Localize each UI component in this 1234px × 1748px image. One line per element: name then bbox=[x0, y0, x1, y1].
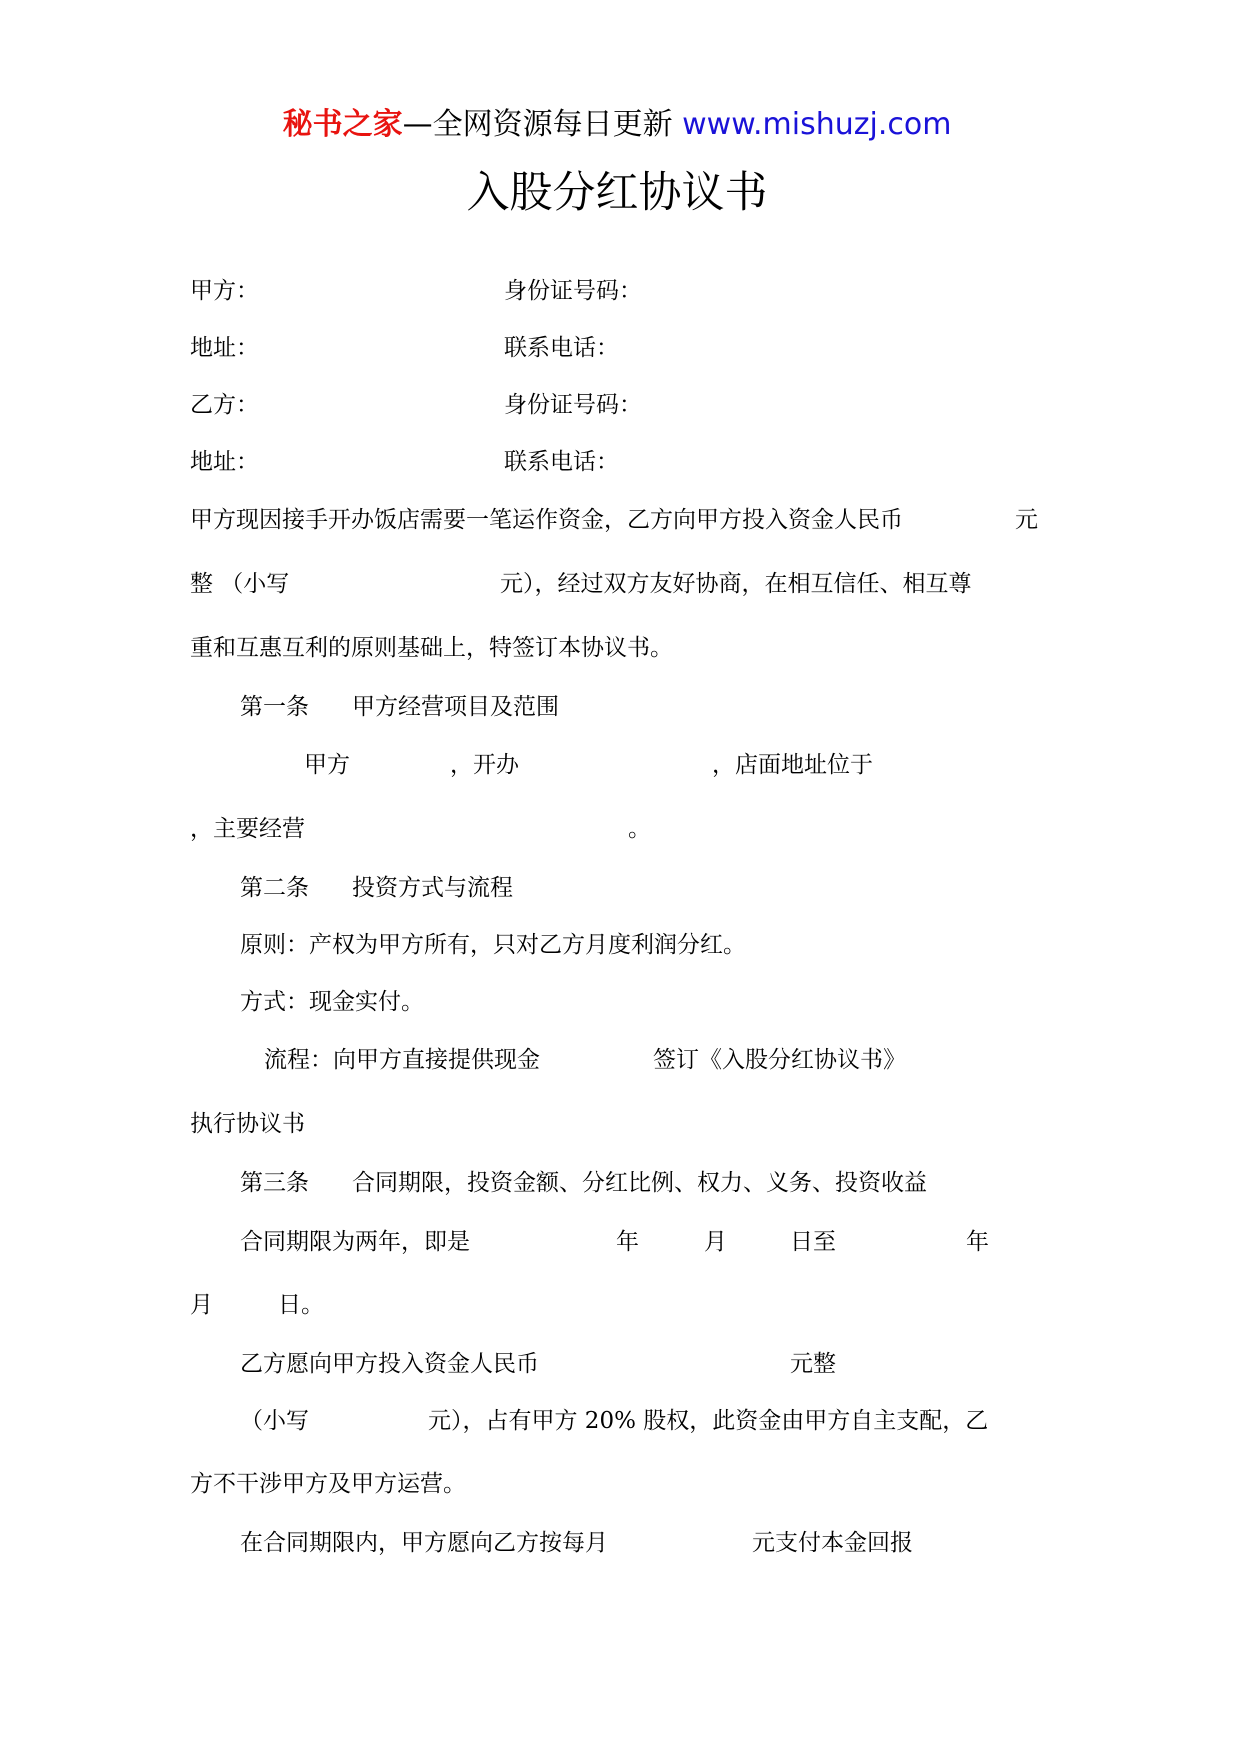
article-2-method: 方式：现金实付。 bbox=[240, 989, 424, 1015]
party-a-label: 甲方： bbox=[190, 278, 259, 304]
article-2-flow: 流程：向甲方直接提供现金 bbox=[264, 1047, 540, 1073]
party-b-label: 乙方： bbox=[190, 392, 259, 418]
article-3-payment: 在合同期限内，甲方愿向乙方按每月 bbox=[240, 1530, 608, 1556]
intro-line-1: 甲方现因接手开办饭店需要一笔运作资金，乙方向甲方投入资金人民币 bbox=[190, 507, 903, 533]
article-2-number: 第二条 bbox=[240, 875, 309, 901]
article-3-lowercase: （小写 bbox=[240, 1408, 309, 1434]
brand-name: 秘书之家 bbox=[282, 107, 403, 142]
article-2-title: 投资方式与流程 bbox=[352, 875, 513, 901]
article-3-term-month-2: 月 bbox=[190, 1292, 213, 1318]
party-a-phone-label: 联系电话： bbox=[504, 335, 619, 361]
header-banner bbox=[0, 105, 1234, 145]
article-3-equity: 元），占有甲方 20% 股权，此资金由甲方自主支配，乙 bbox=[428, 1408, 989, 1434]
article-1-title: 甲方经营项目及范围 bbox=[352, 694, 559, 720]
article-3-investment-unit: 元整 bbox=[790, 1351, 836, 1377]
article-3-term: 合同期限为两年，即是 bbox=[240, 1229, 470, 1255]
party-b-address-label: 地址： bbox=[190, 449, 259, 475]
intro-line-1-unit: 元 bbox=[1015, 507, 1038, 533]
article-3-term-year-2: 年 bbox=[966, 1229, 989, 1255]
party-a-id-label: 身份证号码： bbox=[504, 278, 642, 304]
article-3-number: 第三条 bbox=[240, 1170, 309, 1196]
article-1-business: ，主要经营 bbox=[190, 816, 305, 842]
document-title: 入股分红协议书 bbox=[466, 168, 768, 218]
intro-line-2-end: 元），经过双方友好协商，在相互信任、相互尊 bbox=[500, 571, 972, 597]
article-1-number: 第一条 bbox=[240, 694, 309, 720]
slogan: —全网资源每日更新 bbox=[402, 107, 673, 142]
article-2-flow-execute: 执行协议书 bbox=[190, 1111, 305, 1137]
intro-line-2-start: 整 （小写 bbox=[190, 571, 290, 597]
article-1-period: 。 bbox=[628, 816, 651, 842]
article-1-address: ，店面地址位于 bbox=[712, 752, 873, 778]
article-2-principle: 原则：产权为甲方所有，只对乙方月度利润分红。 bbox=[240, 932, 746, 958]
article-3-term-day-1: 日至 bbox=[790, 1229, 836, 1255]
article-3-no-interference: 方不干涉甲方及甲方运营。 bbox=[190, 1471, 466, 1497]
intro-line-3: 重和互惠互利的原则基础上，特签订本协议书。 bbox=[190, 635, 673, 661]
article-1-party: 甲方 bbox=[304, 752, 350, 778]
article-1-open: ，开办 bbox=[450, 752, 519, 778]
party-a-address-label: 地址： bbox=[190, 335, 259, 361]
article-3-term-day-2: 日。 bbox=[278, 1292, 324, 1318]
article-3-term-month-1: 月 bbox=[704, 1229, 727, 1255]
article-3-investment: 乙方愿向甲方投入资金人民币 bbox=[240, 1351, 539, 1377]
article-3-title: 合同期限，投资金额、分红比例、权力、义务、投资收益 bbox=[352, 1170, 927, 1196]
article-3-term-year-1: 年 bbox=[616, 1229, 639, 1255]
party-b-id-label: 身份证号码： bbox=[504, 392, 642, 418]
website-link[interactable]: www.mishuzj.com bbox=[682, 107, 952, 142]
article-2-flow-sign: 签订《入股分红协议书》 bbox=[653, 1047, 906, 1073]
article-3-payment-return: 元支付本金回报 bbox=[752, 1530, 913, 1556]
party-b-phone-label: 联系电话： bbox=[504, 449, 619, 475]
